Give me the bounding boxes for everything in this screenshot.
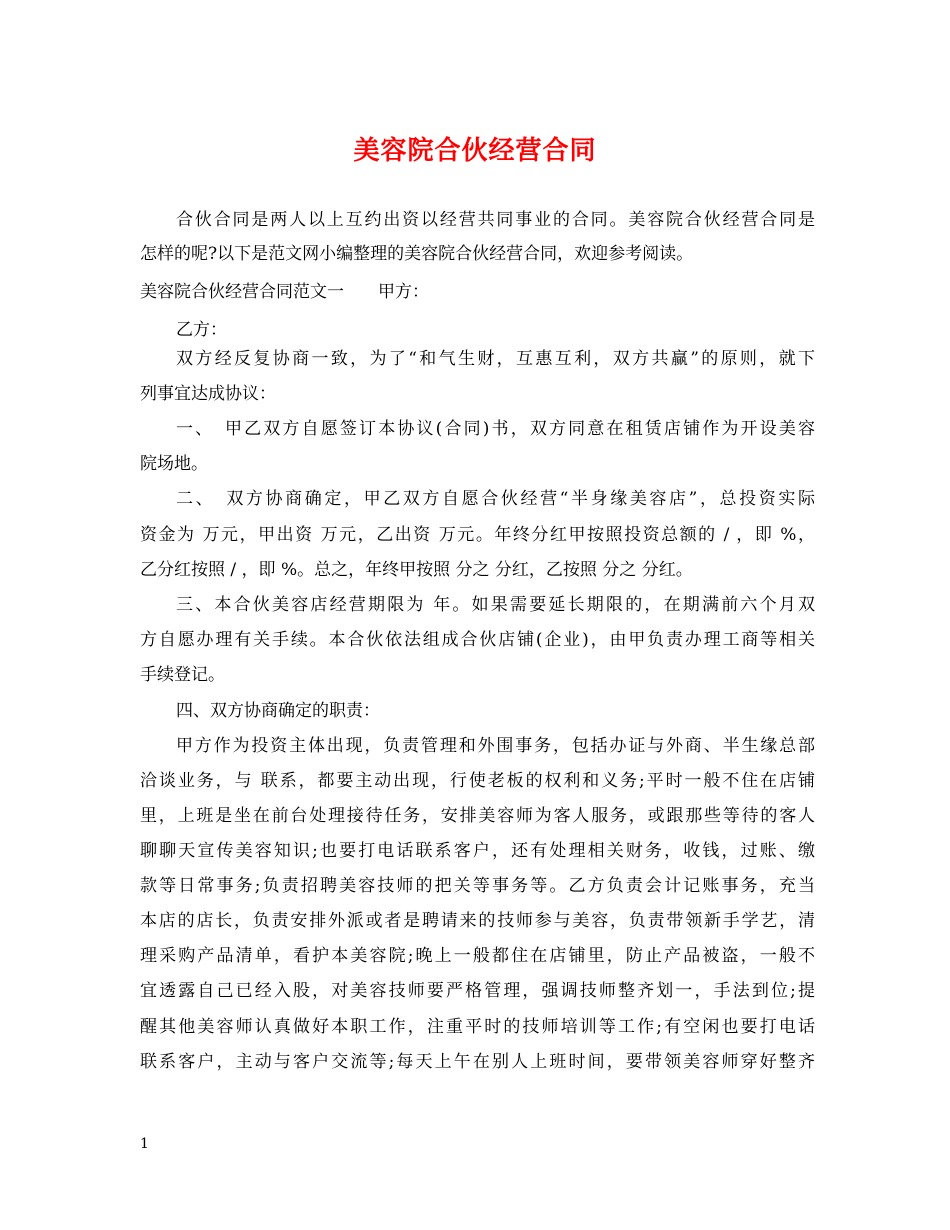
text-line: 四、双方协商确定的职责： [176,701,380,721]
text-line: 双方经反复协商一致，为了“和气生财，互惠互利，双方共赢”的原则，就下 [176,349,815,369]
text-line: 一、 甲乙双方自愿签订本协议(合同)书，双方同意在租赁店铺作为开设美容 [176,419,815,439]
text-line: 乙分红按照 / ，即 %。总之，年终甲按照 分之 分红，乙按照 分之 分红。 [140,560,693,580]
text-line: 乙方： [176,320,227,340]
text-line: 甲方作为投资主体出现，负责管理和外围事务，包括办证与外商、半生缘总部 [176,736,815,756]
text-line: 宜透露自己已经入股，对美容技师要严格管理，强调技师整齐划一，手法到位;提 [140,981,815,1001]
text-line: 怎样的呢?以下是范文网小编整理的美容院合伙经营合同，欢迎参考阅读。 [140,244,694,264]
text-line: 院场地。 [140,454,208,474]
text-line: 联系客户，主动与客户交流等;每天上午在别人上班时间，要带领美容师穿好整齐 [140,1052,815,1072]
text-line: 手续登记。 [140,665,225,685]
page-number: 1 [140,1136,149,1152]
text-line: 醒其他美容师认真做好本职工作，注重平时的技师培训等工作;有空闲也要打电话 [140,1017,815,1037]
text-line: 合伙合同是两人以上互约出资以经营共同事业的合同。美容院合伙经营合同是 [176,210,815,230]
text-line: 聊聊天宣传美容知识;也要打电话联系客户，还有处理相关财务，收钱，过账、缴 [140,841,815,861]
text-line: 本店的店长，负责安排外派或者是聘请来的技师参与美容，负责带领新手学艺，清 [140,911,815,931]
text-line: 三、本合伙美容店经营期限为 年。如果需要延长期限的，在期满前六个月双 [176,595,815,615]
text-line: 列事宜达成协议： [140,384,276,404]
text-line: 里，上班是坐在前台处理接待任务，安排美容师为客人服务，或跟那些等待的客人 [140,806,815,826]
text-line: 款等日常事务;负责招聘美容技师的把关等事务等。乙方负责会计记账事务，充当 [140,876,815,896]
text-line: 美容院合伙经营合同范文一 甲方： [140,282,429,302]
text-line: 二、 双方协商确定，甲乙双方自愿合伙经营“半身缘美容店”，总投资实际 [176,489,815,509]
text-line: 理采购产品清单，看护本美容院;晚上一般都住在店铺里，防止产品被盗，一般不 [140,946,815,966]
text-line: 资金为 万元，甲出资 万元，乙出资 万元。年终分红甲按照投资总额的 / ，即 %， [140,525,815,545]
text-line: 洽谈业务，与 联系，都要主动出现，行使老板的权利和义务;平时一般不住在店铺 [140,771,815,791]
text-line: 方自愿办理有关手续。本合伙依法组成合伙店铺(企业)，由甲负责办理工商等相关 [140,630,815,650]
document-title: 美容院合伙经营合同 [353,136,597,166]
